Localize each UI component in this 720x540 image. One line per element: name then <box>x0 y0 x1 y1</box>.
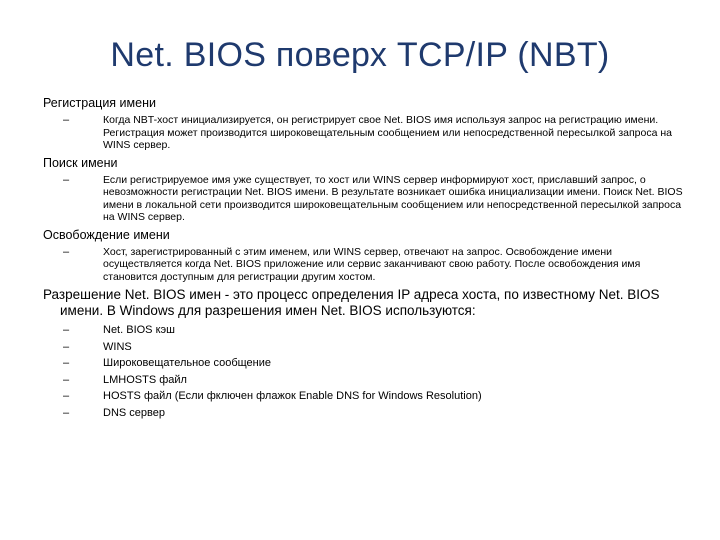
list-item <box>43 341 683 354</box>
section-body-lookup: Если регистрируемое имя уже существует, то хост или WINS сервер информируют хост, приславший запрос, о невозможности регистрации Net. BIOS имени. В результате возникает ошибка инициализации имени. Поиск Net. BIOS имени в локальной сети производится широковещательным сообщением или непосредственной пересылкой запроса на WINS сервер. <box>103 173 683 223</box>
list-item <box>43 390 683 403</box>
slide-title: Net. BIOS поверх TCP/IP (NBT) <box>110 36 610 74</box>
method-item: Net. BIOS кэш <box>103 324 175 336</box>
method-item: HOSTS файл (Если фключен флажок Enable DNS for Windows Resolution) <box>103 390 482 402</box>
list-item <box>43 114 683 152</box>
list-item <box>43 246 683 284</box>
section-body-registration: Когда NBT-хост инициализируется, он регистрирует свое Net. BIOS имя используя запрос на регистрацию имени. Регистрация может производится широковещательным сообщением или непосредственной пересылкой запроса на WINS сервер. <box>103 114 672 151</box>
list-item <box>43 407 683 420</box>
dash-bullet: – <box>63 373 70 386</box>
dash-bullet: – <box>63 406 70 419</box>
list-item <box>43 374 683 387</box>
dash-bullet: – <box>63 340 70 353</box>
dash-bullet: – <box>63 114 70 126</box>
section-heading-lookup: Поиск имени <box>43 155 118 170</box>
method-item: LMHOSTS файл <box>103 373 187 386</box>
resolution-methods-list <box>43 324 683 420</box>
resolution-paragraph: Разрешение Net. BIOS имен - это процесс определения IP адреса хоста, по известному Net. BIOS имени. В Windows для разрешения имен Net. BIOS используются: <box>43 287 660 318</box>
section-body-release: Хост, зарегистрированный с этим именем, или WINS сервер, отвечают на запрос. Освобождение имени осуществляется когда Net. BIOS приложение или сервис заканчивают свою работу. После освобождения имя становится доступным для регистрации другим хостом. <box>103 245 641 283</box>
dash-bullet: – <box>63 245 70 258</box>
section-heading-registration: Регистрация имени <box>43 96 156 110</box>
dash-bullet: – <box>63 390 70 402</box>
method-item: Широковещательное сообщение <box>103 357 272 369</box>
dash-bullet: – <box>63 173 70 186</box>
method-item: WINS <box>103 340 132 353</box>
dash-bullet: – <box>63 324 70 336</box>
list-item <box>43 174 683 224</box>
list-item <box>43 324 683 337</box>
list-item <box>43 357 683 370</box>
method-item: DNS сервер <box>103 406 165 419</box>
dash-bullet: – <box>63 357 70 369</box>
section-heading-release: Освобождение имени <box>43 227 170 242</box>
slide-content <box>43 96 683 423</box>
